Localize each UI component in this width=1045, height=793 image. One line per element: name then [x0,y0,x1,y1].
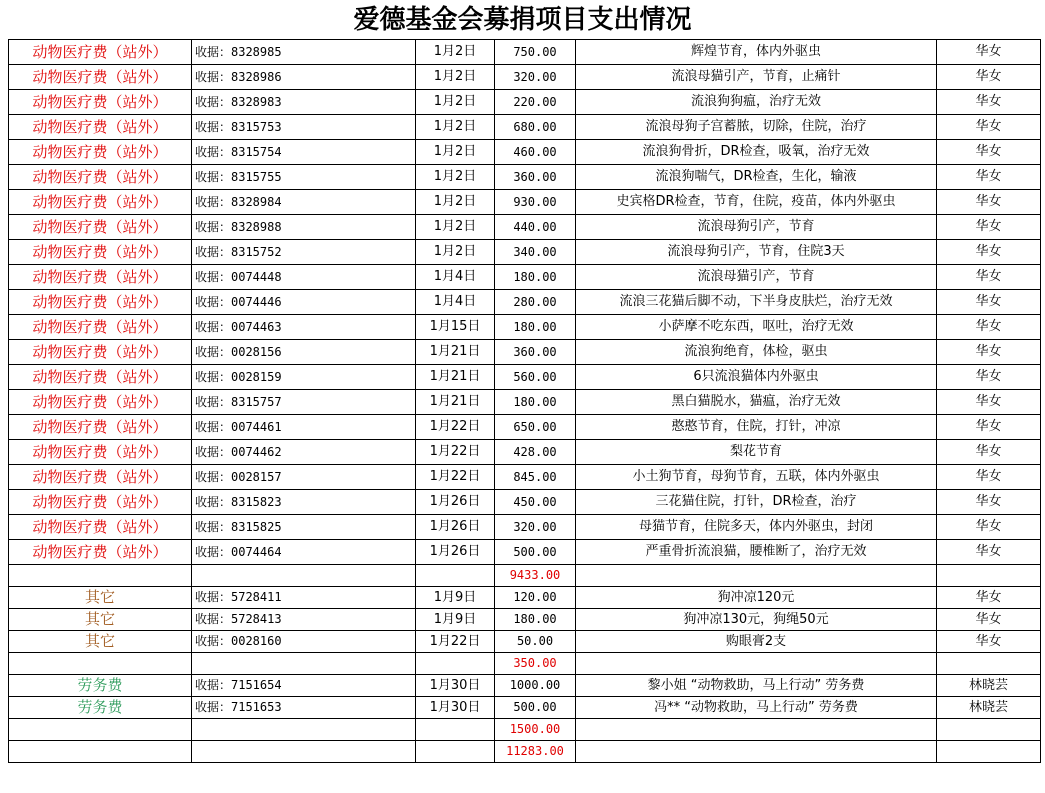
handler-cell[interactable]: 华女 [937,340,1041,365]
receipt-cell[interactable]: 收据：0074463 [192,315,416,340]
category-cell[interactable]: 动物医疗费（站外） [9,40,192,65]
amount-cell[interactable]: 500.00 [495,540,576,565]
category-cell[interactable]: 动物医疗费（站外） [9,140,192,165]
category-cell[interactable]: 动物医疗费（站外） [9,340,192,365]
description-cell[interactable]: 流浪母猫引产，节育，止痛针 [576,65,937,90]
grand-total-row [9,741,1041,763]
amount-cell[interactable]: 450.00 [495,490,576,515]
date-cell[interactable]: 1月22日 [416,415,495,440]
table-row [9,340,1041,365]
receipt-cell[interactable]: 收据：0074464 [192,540,416,565]
handler-cell[interactable]: 华女 [937,90,1041,115]
table-row [9,90,1041,115]
description-cell[interactable]: 购眼膏2支 [576,631,937,653]
amount-cell[interactable]: 460.00 [495,140,576,165]
table-row [9,290,1041,315]
handler-cell[interactable]: 华女 [937,390,1041,415]
table-row [9,240,1041,265]
date-cell[interactable]: 1月2日 [416,90,495,115]
category-cell[interactable]: 动物医疗费（站外） [9,490,192,515]
description-cell[interactable]: 梨花节育 [576,440,937,465]
date-cell[interactable]: 1月21日 [416,390,495,415]
amount-cell[interactable]: 220.00 [495,90,576,115]
subtotal-row [9,653,1041,675]
handler-cell[interactable]: 华女 [937,609,1041,631]
handler-cell[interactable]: 华女 [937,140,1041,165]
empty-cell[interactable] [9,741,192,763]
empty-cell[interactable] [576,653,937,675]
category-cell[interactable]: 动物医疗费（站外） [9,215,192,240]
table-row [9,65,1041,90]
description-cell[interactable]: 流浪母狗引产，节育 [576,215,937,240]
receipt-cell[interactable]: 收据：8315823 [192,490,416,515]
subtotal-amount[interactable]: 9433.00 [495,565,576,587]
category-cell[interactable]: 动物医疗费（站外） [9,440,192,465]
amount-cell[interactable]: 428.00 [495,440,576,465]
amount-cell[interactable]: 650.00 [495,415,576,440]
receipt-cell[interactable]: 收据：0074448 [192,265,416,290]
table-row [9,265,1041,290]
amount-cell[interactable]: 1000.00 [495,675,576,697]
receipt-cell[interactable]: 收据：7151653 [192,697,416,719]
description-cell[interactable]: 小萨摩不吃东西，呕吐，治疗无效 [576,315,937,340]
description-cell[interactable]: 流浪狗绝育，体检，驱虫 [576,340,937,365]
table-row [9,115,1041,140]
empty-cell[interactable] [416,741,495,763]
handler-cell[interactable]: 华女 [937,40,1041,65]
handler-cell[interactable]: 华女 [937,365,1041,390]
amount-cell[interactable]: 360.00 [495,340,576,365]
description-cell[interactable]: 辉煌节育，体内外驱虫 [576,40,937,65]
empty-cell[interactable] [192,565,416,587]
amount-cell[interactable]: 845.00 [495,465,576,490]
table-row [9,465,1041,490]
empty-cell[interactable] [576,741,937,763]
description-cell[interactable]: 流浪母狗引产，节育，住院3天 [576,240,937,265]
subtotal-row [9,565,1041,587]
amount-cell[interactable]: 750.00 [495,40,576,65]
date-cell[interactable]: 1月15日 [416,315,495,340]
amount-cell[interactable]: 440.00 [495,215,576,240]
description-cell[interactable]: 母猫节育，住院多天，体内外驱虫，封闭 [576,515,937,540]
empty-cell[interactable] [937,653,1041,675]
empty-cell[interactable] [937,565,1041,587]
amount-cell[interactable]: 180.00 [495,265,576,290]
description-cell[interactable]: 三花猫住院，打针，DR检查，治疗 [576,490,937,515]
table-row [9,415,1041,440]
handler-cell[interactable]: 林晓芸 [937,697,1041,719]
empty-cell[interactable] [576,565,937,587]
date-cell[interactable]: 1月26日 [416,515,495,540]
receipt-cell[interactable]: 收据：7151654 [192,675,416,697]
category-cell[interactable]: 动物医疗费（站外） [9,115,192,140]
date-cell[interactable]: 1月4日 [416,290,495,315]
date-cell[interactable]: 1月9日 [416,609,495,631]
receipt-cell[interactable]: 收据：8328983 [192,90,416,115]
date-cell[interactable]: 1月2日 [416,165,495,190]
description-cell[interactable]: 流浪狗狗瘟，治疗无效 [576,90,937,115]
table-row [9,390,1041,415]
receipt-cell[interactable]: 收据：8315755 [192,165,416,190]
amount-cell[interactable]: 320.00 [495,65,576,90]
category-cell[interactable]: 动物医疗费（站外） [9,65,192,90]
table-row [9,490,1041,515]
date-cell[interactable]: 1月2日 [416,215,495,240]
handler-cell[interactable]: 华女 [937,190,1041,215]
table-row [9,631,1041,653]
empty-cell[interactable] [937,741,1041,763]
amount-cell[interactable]: 180.00 [495,315,576,340]
amount-cell[interactable]: 180.00 [495,390,576,415]
receipt-cell[interactable]: 收据：0074446 [192,290,416,315]
description-cell[interactable]: 流浪母猫引产，节育 [576,265,937,290]
table-row [9,675,1041,697]
subtotal-amount[interactable]: 1500.00 [495,719,576,741]
table-row [9,587,1041,609]
handler-cell[interactable]: 华女 [937,115,1041,140]
date-cell[interactable]: 1月2日 [416,115,495,140]
table-row [9,40,1041,65]
amount-cell[interactable]: 120.00 [495,587,576,609]
category-cell[interactable]: 动物医疗费（站外） [9,90,192,115]
handler-cell[interactable]: 华女 [937,415,1041,440]
table-row [9,697,1041,719]
amount-cell[interactable]: 320.00 [495,515,576,540]
receipt-cell[interactable]: 收据：0028157 [192,465,416,490]
category-cell[interactable]: 动物医疗费（站外） [9,365,192,390]
description-cell[interactable]: 憨憨节育，住院，打针，冲凉 [576,415,937,440]
table-row [9,315,1041,340]
amount-cell[interactable]: 180.00 [495,609,576,631]
amount-cell[interactable]: 500.00 [495,697,576,719]
handler-cell[interactable]: 华女 [937,240,1041,265]
amount-cell[interactable]: 280.00 [495,290,576,315]
receipt-cell[interactable]: 收据：0028160 [192,631,416,653]
empty-cell[interactable] [192,719,416,741]
description-cell[interactable]: 流浪狗骨折，DR检查，吸氧，治疗无效 [576,140,937,165]
handler-cell[interactable]: 华女 [937,215,1041,240]
sheet-title: 爱德基金会募捐项目支出情况 [353,5,692,35]
receipt-cell[interactable]: 收据：0028156 [192,340,416,365]
empty-cell[interactable] [416,653,495,675]
category-cell[interactable]: 动物医疗费（站外） [9,465,192,490]
table-row [9,190,1041,215]
category-cell[interactable]: 劳务费 [9,697,192,719]
date-cell[interactable]: 1月22日 [416,465,495,490]
grand-total-amount[interactable]: 11283.00 [495,741,576,763]
table-row [9,165,1041,190]
category-cell[interactable]: 动物医疗费（站外） [9,540,192,565]
table-row [9,215,1041,240]
table-row [9,440,1041,465]
date-cell[interactable]: 1月4日 [416,265,495,290]
category-cell[interactable]: 动物医疗费（站外） [9,290,192,315]
subtotal-row [9,719,1041,741]
handler-cell[interactable]: 华女 [937,515,1041,540]
empty-cell[interactable] [9,653,192,675]
category-cell[interactable]: 动物医疗费（站外） [9,190,192,215]
table-row [9,515,1041,540]
receipt-cell[interactable]: 收据：5728411 [192,587,416,609]
table-row [9,365,1041,390]
table-row [9,140,1041,165]
description-cell[interactable]: 狗冲凉120元 [576,587,937,609]
category-cell[interactable]: 动物医疗费（站外） [9,265,192,290]
date-cell[interactable]: 1月21日 [416,340,495,365]
category-cell[interactable]: 动物医疗费（站外） [9,390,192,415]
empty-cell[interactable] [192,741,416,763]
description-cell[interactable]: 流浪三花猫后脚不动，下半身皮肤烂，治疗无效 [576,290,937,315]
date-cell[interactable]: 1月2日 [416,140,495,165]
category-cell[interactable]: 动物医疗费（站外） [9,165,192,190]
receipt-cell[interactable]: 收据：5728413 [192,609,416,631]
date-cell[interactable]: 1月26日 [416,490,495,515]
description-cell[interactable]: 流浪狗喘气，DR检查，生化，输液 [576,165,937,190]
description-cell[interactable]: 黎小姐 “动物救助，马上行动” 劳务费 [576,675,937,697]
date-cell[interactable]: 1月2日 [416,240,495,265]
receipt-cell[interactable]: 收据：8315754 [192,140,416,165]
amount-cell[interactable]: 360.00 [495,165,576,190]
date-cell[interactable]: 1月9日 [416,587,495,609]
category-cell[interactable]: 其它 [9,609,192,631]
handler-cell[interactable]: 华女 [937,490,1041,515]
amount-cell[interactable]: 560.00 [495,365,576,390]
date-cell[interactable]: 1月22日 [416,631,495,653]
date-cell[interactable]: 1月30日 [416,675,495,697]
description-cell[interactable]: 冯** “动物救助，马上行动” 劳务费 [576,697,937,719]
empty-cell[interactable] [937,719,1041,741]
empty-cell[interactable] [9,719,192,741]
empty-cell[interactable] [192,653,416,675]
handler-cell[interactable]: 华女 [937,315,1041,340]
receipt-cell[interactable]: 收据：8315753 [192,115,416,140]
empty-cell[interactable] [9,565,192,587]
table-row [9,540,1041,565]
receipt-cell[interactable]: 收据：0028159 [192,365,416,390]
category-cell[interactable]: 动物医疗费（站外） [9,415,192,440]
receipt-cell[interactable]: 收据：8315825 [192,515,416,540]
date-cell[interactable]: 1月26日 [416,540,495,565]
date-cell[interactable]: 1月22日 [416,440,495,465]
category-cell[interactable]: 其它 [9,631,192,653]
handler-cell[interactable]: 华女 [937,265,1041,290]
amount-cell[interactable]: 340.00 [495,240,576,265]
description-cell[interactable]: 6只流浪猫体内外驱虫 [576,365,937,390]
handler-cell[interactable]: 华女 [937,587,1041,609]
receipt-cell[interactable]: 收据：8328988 [192,215,416,240]
handler-cell[interactable]: 华女 [937,465,1041,490]
description-cell[interactable]: 黑白猫脱水，猫瘟，治疗无效 [576,390,937,415]
empty-cell[interactable] [416,719,495,741]
date-cell[interactable]: 1月2日 [416,65,495,90]
receipt-cell[interactable]: 收据：8315752 [192,240,416,265]
handler-cell[interactable]: 华女 [937,540,1041,565]
receipt-cell[interactable]: 收据：0074461 [192,415,416,440]
empty-cell[interactable] [416,565,495,587]
amount-cell[interactable]: 930.00 [495,190,576,215]
category-cell[interactable]: 动物医疗费（站外） [9,515,192,540]
expense-table [8,39,1041,763]
empty-cell[interactable] [576,719,937,741]
table-row [9,609,1041,631]
handler-cell[interactable]: 华女 [937,165,1041,190]
date-cell[interactable]: 1月2日 [416,190,495,215]
handler-cell[interactable]: 华女 [937,290,1041,315]
receipt-cell[interactable]: 收据：8328984 [192,190,416,215]
handler-cell[interactable]: 华女 [937,631,1041,653]
category-cell[interactable]: 动物医疗费（站外） [9,315,192,340]
description-cell[interactable]: 流浪母狗子宫蓄脓，切除，住院，治疗 [576,115,937,140]
description-cell[interactable]: 史宾格DR检查，节育，住院，疫苗，体内外驱虫 [576,190,937,215]
amount-cell[interactable]: 680.00 [495,115,576,140]
category-cell[interactable]: 其它 [9,587,192,609]
category-cell[interactable]: 劳务费 [9,675,192,697]
amount-cell[interactable]: 50.00 [495,631,576,653]
description-cell[interactable]: 严重骨折流浪猫，腰椎断了，治疗无效 [576,540,937,565]
date-cell[interactable]: 1月30日 [416,697,495,719]
handler-cell[interactable]: 林晓芸 [937,675,1041,697]
description-cell[interactable]: 小土狗节育，母狗节育，五联，体内外驱虫 [576,465,937,490]
date-cell[interactable]: 1月2日 [416,40,495,65]
receipt-cell[interactable]: 收据：0074462 [192,440,416,465]
description-cell[interactable]: 狗冲凉130元，狗绳50元 [576,609,937,631]
category-cell[interactable]: 动物医疗费（站外） [9,240,192,265]
date-cell[interactable]: 1月21日 [416,365,495,390]
subtotal-amount[interactable]: 350.00 [495,653,576,675]
receipt-cell[interactable]: 收据：8328985 [192,40,416,65]
receipt-cell[interactable]: 收据：8315757 [192,390,416,415]
receipt-cell[interactable]: 收据：8328986 [192,65,416,90]
handler-cell[interactable]: 华女 [937,440,1041,465]
handler-cell[interactable]: 华女 [937,65,1041,90]
